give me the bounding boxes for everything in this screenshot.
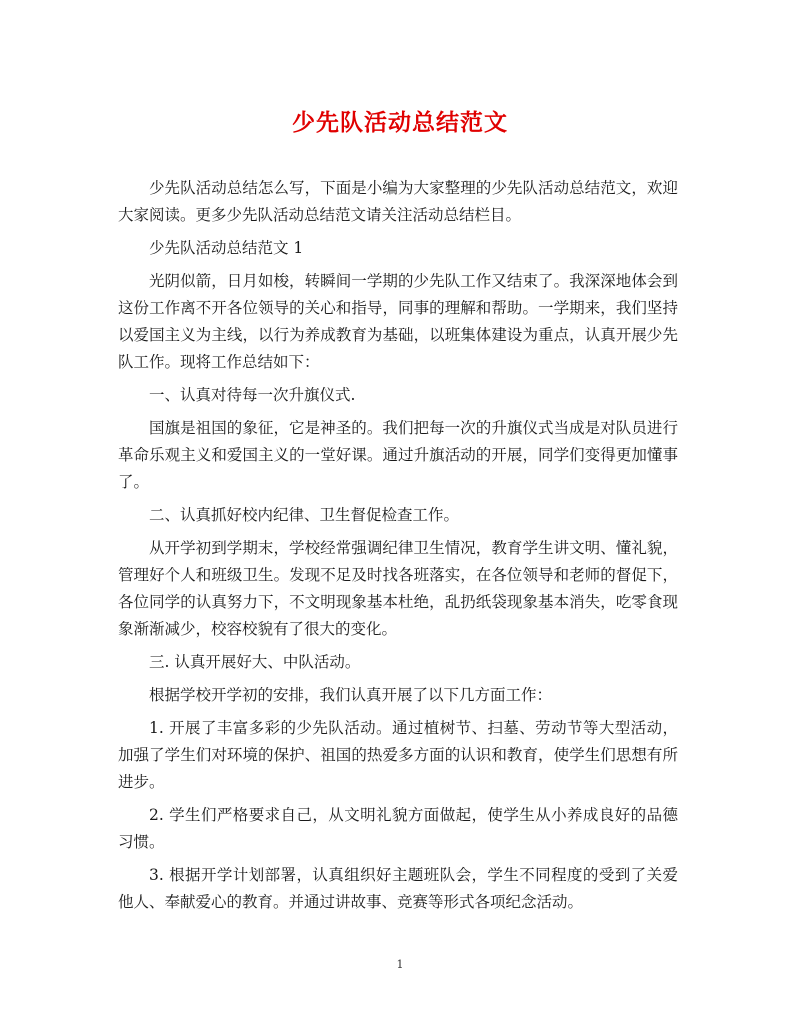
- document-body: [118, 175, 678, 922]
- list-item: 1. 开展了丰富多彩的少先队活动。通过植树节、扫墓、劳动节等大型活动，加强了学生们对环境的保护、祖国的热爱多方面的认识和教育，使学生们思想有所进步。: [118, 719, 678, 791]
- list-item: 2. 学生们严格要求自己，从文明礼貌方面做起，使学生从小养成良好的品德习惯。: [118, 806, 678, 851]
- section-heading: 三. 认真开展好大、中队活动。: [149, 653, 361, 671]
- page-number: 1: [396, 958, 404, 971]
- paragraph: 国旗是祖国的象征，它是神圣的。我们把每一次的升旗仪式当成是对队员进行革命乐观主义和爱国主义的一堂好课。通过升旗活动的开展，同学们变得更加懂事了。: [118, 419, 678, 491]
- paragraph: 根据学校开学初的安排，我们认真开展了以下几方面工作：: [149, 686, 553, 704]
- page-title: 少先队活动总结范文: [292, 109, 508, 136]
- paragraph-intro: 少先队活动总结怎么写，下面是小编为大家整理的少先队活动总结范文，欢迎大家阅读。更多少先队活动总结范文请关注活动总结栏目。: [118, 179, 678, 224]
- list-item: 3. 根据开学计划部署，认真组织好主题班队会，学生不同程度的受到了关爱他人、奉献爱心的教育。并通过讲故事、竞赛等形式各项纪念活动。: [118, 866, 678, 911]
- section-heading: 一、认真对待每一次升旗仪式.: [149, 386, 356, 404]
- paragraph: 光阴似箭，日月如梭，转瞬间一学期的少先队工作又结束了。我深深地体会到这份工作离不开各位领导的关心和指导，同事的理解和帮助。一学期来，我们坚持以爱国主义为主线，以行为养成教育为基础，以班集体建设为重点，认真开展少先队工作。现将工作总结如下：: [118, 272, 678, 371]
- section-heading: 二、认真抓好校内纪律、卫生督促检查工作。: [149, 506, 460, 524]
- paragraph: 从开学初到学期末，学校经常强调纪律卫生情况，教育学生讲文明、懂礼貌，管理好个人和班级卫生。发现不足及时找各班落实，在各位领导和老师的督促下，各位同学的认真努力下，不文明现象基本杜绝，乱扔纸袋现象基本消失，吃零食现象渐渐减少，校容校貌有了很大的变化。: [118, 539, 678, 638]
- section-heading: 少先队活动总结范文 1: [149, 239, 304, 257]
